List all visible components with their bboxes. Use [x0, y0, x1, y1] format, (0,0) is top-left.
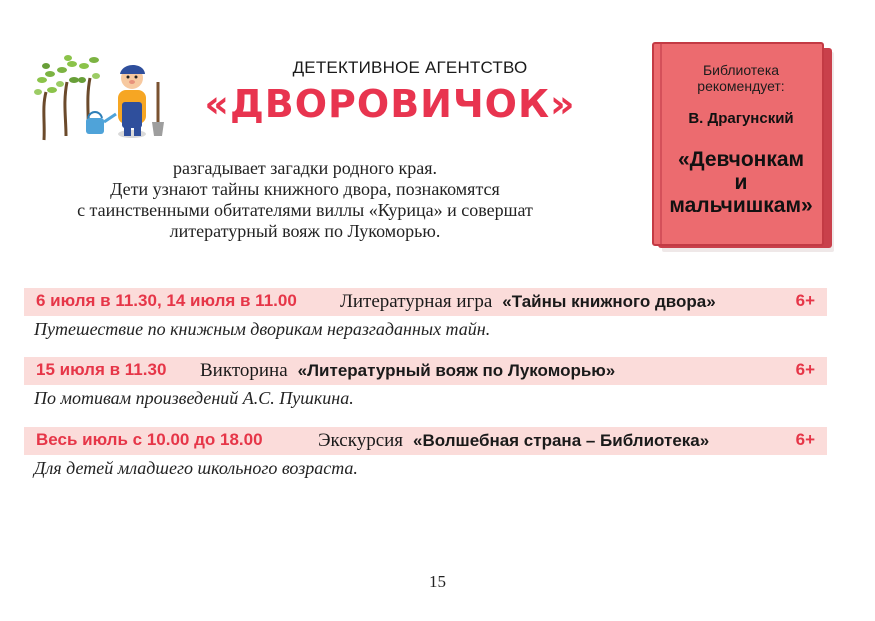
book-recommendation	[652, 42, 836, 254]
event-item	[24, 427, 827, 479]
agency-name: «ДВОРОВИЧОК»	[204, 82, 576, 126]
book-title-line: «Девчонкам	[677, 148, 805, 171]
event-title: «Тайны книжного двора»	[502, 292, 716, 311]
book-cover	[652, 42, 824, 246]
event-description: Путешествие по книжным дворикам неразгаданных тайн.	[34, 319, 491, 339]
event-info	[200, 360, 615, 382]
book-title-line: и	[734, 171, 748, 194]
intro-line: Дети узнают тайны книжного двора, познакомятся	[110, 179, 500, 199]
book-recommend-label	[664, 62, 818, 94]
event-title: «Волшебная страна – Библиотека»	[413, 431, 710, 450]
event-item	[24, 288, 827, 340]
event-kind: Экскурсия	[318, 430, 404, 451]
book-author: В. Драгунский	[688, 110, 794, 127]
event-bar	[24, 427, 827, 455]
page-number: 15	[429, 572, 446, 591]
book-title-line: мальчишкам»	[669, 194, 813, 217]
book-recommend-line: Библиотека	[702, 62, 780, 78]
event-age-badge: 6+	[795, 360, 815, 379]
intro-line: с таинственными обитателями виллы «Курица» и совершат	[77, 200, 533, 220]
event-bar	[24, 288, 827, 316]
shovel-icon	[152, 82, 164, 136]
event-title: «Литературный вояж по Лукоморью»	[297, 361, 616, 380]
intro-line: разгадывает загадки родного края.	[172, 158, 438, 178]
event-description: По мотивам произведений А.С. Пушкина.	[34, 388, 354, 408]
event-date: Весь июль с 10.00 до 18.00	[36, 430, 263, 449]
event-date: 15 июля в 11.30	[36, 360, 167, 379]
intro-text	[20, 158, 590, 242]
gardener-icon	[118, 65, 146, 138]
event-age-badge: 6+	[795, 291, 815, 310]
event-kind: Викторина	[200, 360, 288, 381]
event-info	[340, 291, 716, 313]
tree-icon	[56, 55, 79, 136]
event-info	[318, 430, 709, 452]
tree-icon	[34, 63, 57, 140]
event-kind: Литературная игра	[340, 291, 493, 312]
agency-label: ДЕТЕКТИВНОЕ АГЕНТСТВО	[292, 58, 528, 77]
gardener-illustration	[32, 52, 172, 144]
event-age-badge: 6+	[795, 430, 815, 449]
watering-can-icon	[86, 112, 116, 134]
event-date: 6 июля в 11.30, 14 июля в 11.00	[36, 291, 297, 310]
event-description: Для детей младшего школьного возраста.	[34, 458, 358, 478]
book-recommend-line: рекомендует:	[697, 78, 785, 94]
intro-line: литературный вояж по Лукоморью.	[169, 221, 441, 241]
book-title	[660, 148, 822, 217]
event-item	[24, 357, 827, 409]
event-bar	[24, 357, 827, 385]
